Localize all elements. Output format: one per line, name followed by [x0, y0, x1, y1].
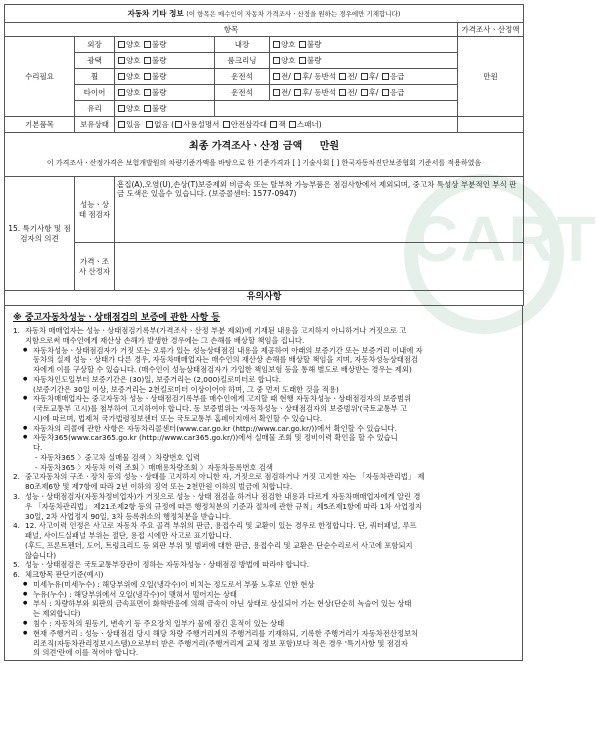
basic-options: 있음 없음 ( 사용설명서 안전삼각대 잭 스패너) — [115, 117, 458, 133]
watermark-logo: CART — [404, 174, 529, 334]
final-price-note: 이 가격조사ㆍ산정가격은 보험개발원의 차량기준가액을 바탕으로 한 기준가격과 [ ] 기술사회 [ ] 한국자동차진단보증협회 기준서를 적용하였음 — [46, 158, 482, 167]
notice-line: 않습니다) — [25, 550, 57, 560]
notice-line: - 자동차365 〉중고차 실매물 검색 〉차량번호 입력 — [35, 452, 200, 462]
section-title — [5, 5, 524, 23]
repair-item-name: 룸크리닝 — [215, 53, 270, 69]
notice-item-number: 1. — [13, 326, 20, 335]
checkbox[interactable] — [294, 73, 301, 80]
notice-line: ● 자동차365(www.car365.go.kr (http://www.car365.go.kr/))에서 실매물 조회 및 정비이력 확인을 할 수 있습니 — [33, 433, 398, 443]
notice-item-number: 3. — [13, 492, 20, 502]
repair-item-name: 유리 — [75, 101, 115, 117]
empty-cell — [215, 101, 458, 117]
checkbox[interactable] — [175, 121, 182, 128]
checkbox[interactable] — [223, 121, 230, 128]
repair-item-name: 타이어 — [75, 85, 115, 101]
checkbox[interactable] — [118, 73, 125, 80]
inspection-record-page — [4, 4, 598, 731]
checkbox[interactable] — [270, 121, 277, 128]
final-price-title: 최종 가격조사ㆍ산정 금액 — [189, 141, 303, 153]
repair-item-options: 양호 불량 — [115, 69, 215, 85]
notice-line: 지함으로써 매수인에게 재산상 손해가 발생한 경우에는 그 손해를 배상할 책임을 집니다. — [25, 335, 305, 345]
checkbox[interactable] — [382, 89, 389, 96]
checkbox[interactable] — [118, 89, 125, 96]
checkbox[interactable] — [299, 57, 306, 64]
checkbox[interactable] — [118, 105, 125, 112]
repair-item-options: 양호 불량 — [270, 37, 458, 53]
checkbox[interactable] — [118, 57, 125, 64]
notice-item — [13, 521, 514, 560]
notice-heading: 유의사항 — [5, 291, 524, 306]
checkbox[interactable] — [118, 121, 125, 128]
section-title-text: 자동차 기타 정보 — [127, 8, 184, 18]
pricer-label: 가격ㆍ조사 산정자 — [75, 243, 115, 291]
notice-item — [13, 346, 514, 375]
notice-line: (후드, 프론트펜더, 도어, 트렁크리드 등 외판 부위 및 범퍼에 대한 판금, 용접수리 및 교환은 단순수리로서 사고에 포함되지 — [25, 540, 413, 550]
repair-item-name: 휠 — [75, 69, 115, 85]
inspector-opinion: 흠집(A),오염(U),손상(T)보증제외 비금속 또는 탈부착 가능부품은 점검사항에서 제외되며, 중고차 특성상 부분적인 부식 판금 도색은 있을수 있습니다. (보증콜센터: 1577-0947) — [115, 177, 524, 243]
notice-line: 성능ㆍ상태점검은 국토교통부장관이 정하는 자동차성능ㆍ상태점검 방법에 따라야 합니다. — [25, 560, 310, 570]
checkbox[interactable] — [361, 73, 368, 80]
notice-line: 의 의견'란에 이를 적어야 합니다. — [33, 648, 139, 658]
notice-line: 다. — [33, 443, 43, 453]
checkbox[interactable] — [339, 73, 346, 80]
notice-item-number: 6. — [13, 570, 20, 580]
repair-item-options: 양호 불량 — [115, 85, 215, 101]
checkbox[interactable] — [144, 73, 151, 80]
checkbox[interactable] — [146, 121, 153, 128]
notice-title: ※ 중고자동차성능ㆍ상태점검의 보증에 관한 사항 등 — [13, 313, 220, 323]
notice-item — [13, 453, 514, 473]
checkbox[interactable] — [144, 41, 151, 48]
checkbox[interactable] — [118, 41, 125, 48]
notice-line: - 자동차365 〉자동차 이력 조회 〉매매용차량조회 〉자동차등록번호 검색 — [35, 462, 273, 472]
repair-item-name: 운전석 — [215, 69, 270, 85]
notice-line: 리조직(자동차관리정보시스템)으로부터 받은 주행거리(주행거리계 교체 정보 포함)보다 적은 경우 '특기사항 및 점검자 — [33, 638, 408, 648]
notice-item — [13, 599, 514, 619]
checkbox[interactable] — [294, 89, 301, 96]
notice-line: ● 부식 : 차량하부와 외판의 금속표면이 화학반응에 의해 금속이 아닌 상태로 상실되어 가는 현상(단순히 녹슬어 있는 상태 — [33, 599, 412, 609]
checkbox[interactable] — [289, 121, 296, 128]
repair-item-options: 양호 불량 — [115, 37, 215, 53]
notice-item — [13, 590, 514, 600]
checkbox[interactable] — [144, 57, 151, 64]
final-price-cell — [5, 133, 524, 177]
final-price-unit: 만원 — [319, 141, 340, 153]
notice-item — [13, 570, 514, 580]
price-header: 가격조사ㆍ산정액 — [458, 23, 524, 37]
notice-line: ● 누유(누수) : 해당부위에서 오일(냉각수)이 맺혀서 떨어지는 상태 — [33, 589, 237, 599]
notice-line: 우 「자동차관리법」 제21조제2항 등의 규정에 따른 행정처분의 기준과 절차에 관한 규칙」제5조제1항에 따라 1차 사업정지 — [25, 501, 423, 511]
basic-label: 기본품목 — [5, 117, 75, 133]
notice-item — [13, 580, 514, 590]
items-header: 항목 — [5, 23, 458, 37]
pricer-opinion — [115, 243, 524, 291]
notice-line: (국토교통부 고시)를 첨부하여 고지하여야 합니다. 동 보증범위는 '자동차성능ㆍ상태점검자의 보증범위'(국토교통부 고 — [33, 404, 408, 414]
notice-item — [13, 619, 514, 629]
checkbox[interactable] — [361, 89, 368, 96]
notice-item — [13, 424, 514, 434]
notice-list — [13, 326, 514, 658]
notice-item — [13, 629, 514, 658]
section-subtitle: (이 항목은 매수인이 자동차 가격조사ㆍ산정을 원하는 경우에만 기재합니다) — [186, 9, 401, 18]
notice-item — [13, 492, 514, 521]
repair-item-name: 외장 — [75, 37, 115, 53]
notice-line: 12. 사고이력 인정은 사고로 자동차 주요 골격 부위의 판금, 용접수리 및 교환이 있는 경우로 한정합니다. 단, 쿼터패널, 루프 — [25, 521, 417, 531]
checkbox[interactable] — [299, 41, 306, 48]
notice-line: 체크항목 판단기준(예시) — [25, 570, 104, 580]
repair-item-name: 광택 — [75, 53, 115, 69]
notice-item — [13, 375, 514, 395]
repair-label: 수리필요 — [5, 37, 75, 117]
notice-line: ● 자동차의 리콜에 관한 사항은 자동차리콜센터(www.car.go.kr (http://www.car.go.kr/))에서 확인할 수 있습니다. — [33, 423, 397, 433]
notice-line: 동차의 실제 성능ㆍ상태가 다른 경우, 자동차매매업자는 매수인의 재산상 손해를 배상할 책임을 지며, 자동차성능상태점검 — [33, 355, 418, 365]
special-label: 15. 특기사항 및 점검자의 의견 — [5, 177, 75, 291]
repair-item-name: 내장 — [215, 37, 270, 53]
checkbox[interactable] — [144, 89, 151, 96]
notice-line: 시)에 따르며, 법제처 국가법령정보센터 또는 국토교통부 홈페이지에서 확인할 수 있습니다. — [33, 413, 323, 423]
notice-line: 패널, 사이드실패널 부위는 절단, 용접 시에만 사고로 표기합니다. — [25, 531, 232, 541]
notice-line: ● 자동차인도일부터 보증기간은 (30)일, 보증거리는 (2,000)킬로미터로 합니다. — [33, 374, 282, 384]
notice-line: 성능ㆍ상태점검자(자동차정비업자)가 거짓으로 성능ㆍ상태 점검을 하거나 점검한 내용과 다르게 자동차매매업자에게 알린 경 — [25, 492, 421, 502]
notice-line: 자에게 이를 구상할 수 있습니다. (매수인이 성능상태점검자가 가입한 책임보험 등을 통해 별도로 배상받는 경우는 제외) — [33, 365, 412, 375]
repair-item-options: 양호 불량 — [115, 101, 215, 117]
notice-item-number: 2. — [13, 472, 20, 482]
notice-item — [13, 394, 514, 423]
notice-item — [13, 560, 514, 570]
notice-line: ● 현재 주행거리 : 성능ㆍ상태점검 당시 해당 차량 주행거리계의 주행거리를 기재하되, 기록한 주행거리가 자동차전산정보처 — [33, 628, 419, 638]
checkbox[interactable] — [144, 105, 151, 112]
repair-item-options: 전/ 후/ 동반석 전/ 후/ 응급 — [270, 85, 458, 101]
notice-line: 80조제6항 및 제7항에 따라 2년 이하의 징역 또는 2천만원 이하의 벌금에 처합니다. — [25, 482, 293, 492]
notice-item-number: 4. — [13, 521, 20, 531]
checkbox[interactable] — [382, 73, 389, 80]
notice-line: 중고자동차의 구조ㆍ장치 등의 성능ㆍ상태를 고지하지 아니한 자, 거짓으로 점검하거나 거짓 고지한 자는 「자동차관리법」 제 — [25, 472, 425, 482]
notice-line: ● 자동차매매업자는 중고자동차 성능ㆍ상태점검기록부를 매수인에게 고지할 때 현행 자동차성능ㆍ상태점검자의 보증범위 — [33, 394, 412, 404]
repair-price-unit: 만원 — [458, 37, 524, 117]
notice-line: (보증기간은 30일 이상, 보증거리는 2천킬로미터 이상이어야 하며, 그 중 먼저 도래한 것을 적용) — [33, 384, 339, 394]
empty-cell — [458, 117, 524, 133]
checkbox[interactable] — [273, 41, 280, 48]
notice-line: ● 미세누유(미세누수) : 해당부위에 오일(냉각수)이 비치는 정도로서 부품 노후로 인한 현상 — [33, 579, 315, 589]
notice-item — [13, 472, 514, 492]
checkbox[interactable] — [273, 89, 280, 96]
notice-line: 30일, 2차 사업정지 90일, 3차 등록취소의 행정처분을 받습니다. — [25, 511, 232, 521]
notice-item-number: 5. — [13, 560, 20, 570]
notice-line: 자동차 매매업자는 성능ㆍ상태점검기록부(가격조사ㆍ산정 부분 제외)에 기재된 내용을 고지하지 아니하거나 거짓으로 고 — [25, 326, 407, 335]
repair-item-options: 전/ 후/ 동반석 전/ 후/ 응급 — [270, 69, 458, 85]
notice-item — [13, 433, 514, 453]
repair-item-name: 운전석 — [215, 85, 270, 101]
checkbox[interactable] — [339, 89, 346, 96]
notice-line: ● 침수 : 자동차의 원동기, 변속기 등 주요장치 일부가 물에 잠긴 흔적이 있는 상태 — [33, 618, 285, 628]
notice-line: 는 제외합니다) — [33, 609, 81, 619]
notice-item — [13, 326, 514, 346]
notice-box — [4, 306, 523, 661]
repair-item-options: 양호 불량 — [115, 53, 215, 69]
checkbox[interactable] — [273, 73, 280, 80]
basic-item: 보유상태 — [75, 117, 115, 133]
checkbox[interactable] — [273, 57, 280, 64]
other-info-table — [4, 4, 524, 306]
repair-item-options: 양호 불량 — [270, 53, 458, 69]
inspector-label: 성능ㆍ상태 점검자 — [75, 177, 115, 243]
notice-line: ● 자동차성능ㆍ상태점검자가 거짓 또는 오류가 있는 성능상태점검 내용을 제공하여 아래의 보증기간 또는 보증거리 이내에 자 — [33, 345, 423, 355]
